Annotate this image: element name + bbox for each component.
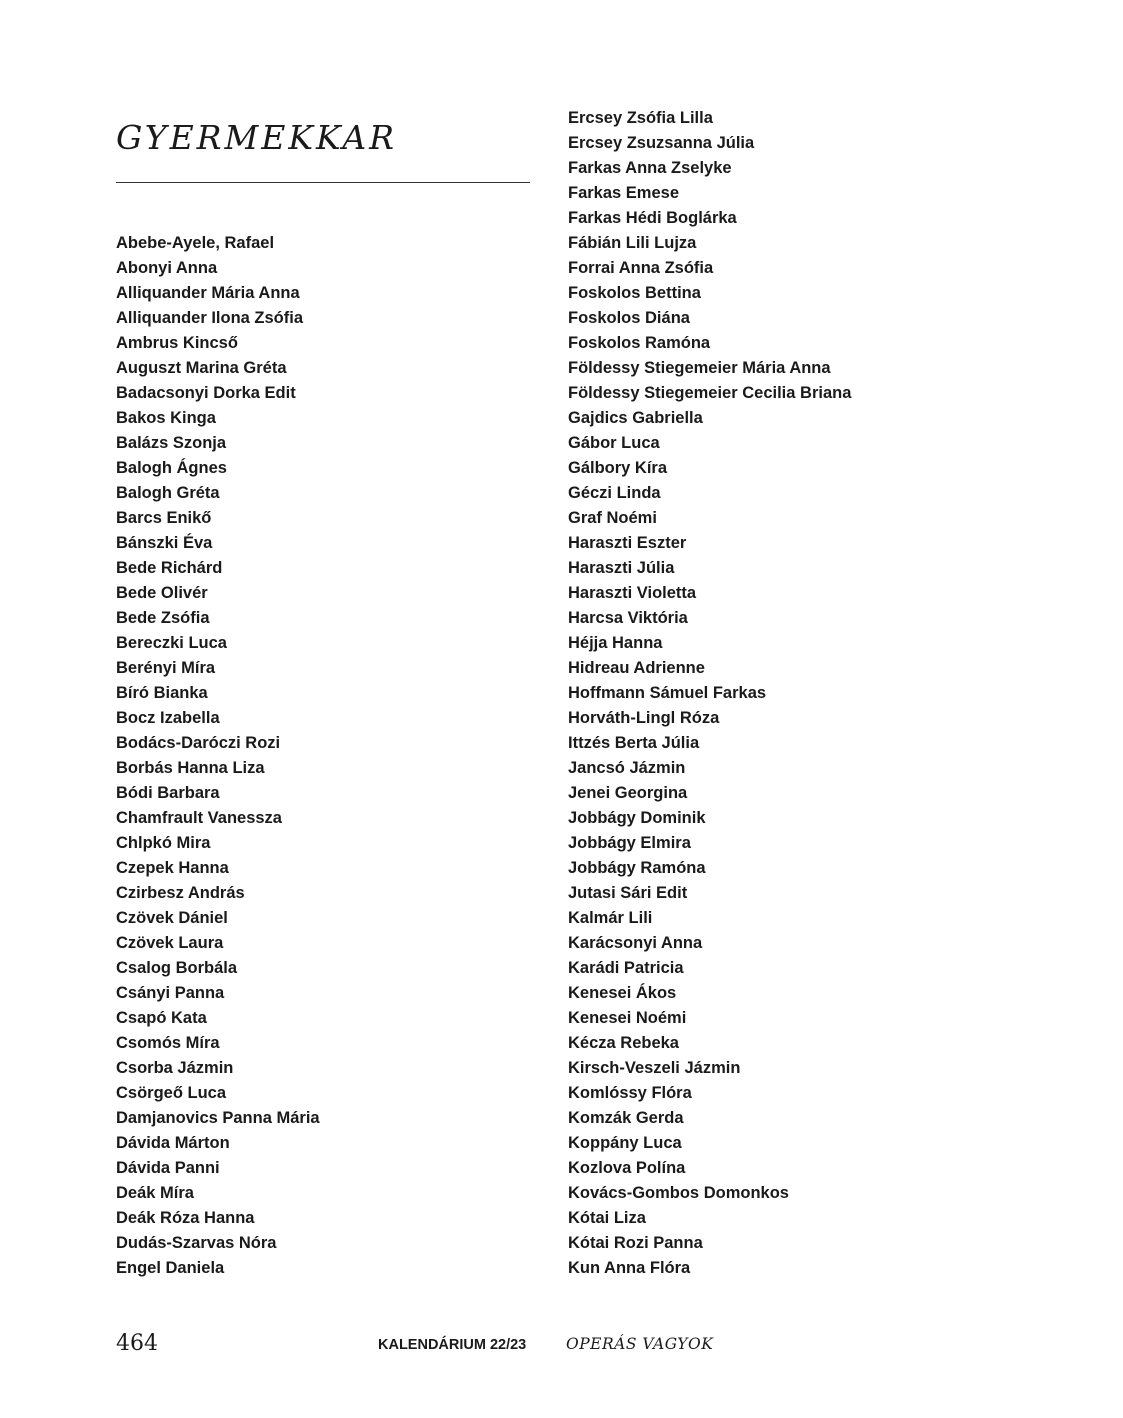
list-item: Alliquander Mária Anna <box>116 284 300 302</box>
list-item: Csörgeő Luca <box>116 1084 227 1102</box>
list-item: Haraszti Violetta <box>568 584 697 602</box>
list-item: Gálbory Kíra <box>568 459 668 477</box>
list-item: Földessy Stiegemeier Mária Anna <box>568 359 831 377</box>
list-item: Bódi Barbara <box>116 784 220 802</box>
list-item: Chamfrault Vanessza <box>116 809 282 827</box>
list-item: Jenei Georgina <box>568 784 688 802</box>
list-item: Bakos Kinga <box>116 409 216 427</box>
list-item: Foskolos Ramóna <box>568 334 711 352</box>
list-item: Czövek Dániel <box>116 909 228 927</box>
list-item: Balogh Ágnes <box>116 459 227 477</box>
list-item: Dávida Panni <box>116 1159 220 1177</box>
list-item: Bocz Izabella <box>116 709 220 727</box>
list-item: Berényi Míra <box>116 659 216 677</box>
list-item: Héjja Hanna <box>568 634 663 652</box>
list-item: Jobbágy Dominik <box>568 809 706 827</box>
section-title: GYERMEKKAR <box>116 118 398 157</box>
list-item: Karádi Patricia <box>568 959 684 977</box>
list-item: Damjanovics Panna Mária <box>116 1109 320 1127</box>
list-item: Auguszt Marina Gréta <box>116 359 287 377</box>
list-item: Fábián Lili Lujza <box>568 234 697 252</box>
list-item: Barcs Enikő <box>116 509 212 527</box>
list-item: Kirsch-Veszeli Jázmin <box>568 1059 741 1077</box>
list-item: Bánszki Éva <box>116 534 213 552</box>
list-item: Alliquander Ilona Zsófia <box>116 309 304 327</box>
list-item: Deák Róza Hanna <box>116 1209 255 1227</box>
list-item: Jobbágy Elmira <box>568 834 691 852</box>
list-item: Kenesei Noémi <box>568 1009 687 1027</box>
list-item: Forrai Anna Zsófia <box>568 259 714 277</box>
list-item: Dávida Márton <box>116 1134 230 1152</box>
list-item: Bíró Bianka <box>116 684 208 702</box>
list-item: Ercsey Zsuzsanna Júlia <box>568 134 755 152</box>
list-item: Kótai Liza <box>568 1209 646 1227</box>
list-item: Kovács-Gombos Domonkos <box>568 1184 789 1202</box>
list-item: Jobbágy Ramóna <box>568 859 706 877</box>
list-item: Chlpkó Mira <box>116 834 211 852</box>
list-item: Balázs Szonja <box>116 434 227 452</box>
list-item: Engel Daniela <box>116 1259 225 1277</box>
list-item: Haraszti Júlia <box>568 559 675 577</box>
list-item: Bede Zsófia <box>116 609 210 627</box>
list-item: Koppány Luca <box>568 1134 682 1152</box>
list-item: Hidreau Adrienne <box>568 659 705 677</box>
list-item: Horváth-Lingl Róza <box>568 709 720 727</box>
list-item: Hoffmann Sámuel Farkas <box>568 684 767 702</box>
section-name: OPERÁS VAGYOK <box>566 1335 714 1353</box>
list-item: Kun Anna Flóra <box>568 1259 691 1277</box>
list-item: Bereczki Luca <box>116 634 227 652</box>
list-item: Bodács-Daróczi Rozi <box>116 734 281 752</box>
list-item: Ittzés Berta Júlia <box>568 734 700 752</box>
list-item: Kalmár Lili <box>568 909 653 927</box>
list-item: Géczi Linda <box>568 484 661 502</box>
list-item: Csalog Borbála <box>116 959 238 977</box>
list-item: Bede Olivér <box>116 584 208 602</box>
publication-title: KALENDÁRIUM 22/23 <box>378 1337 527 1353</box>
list-item: Kécza Rebeka <box>568 1034 679 1052</box>
names-list-right <box>568 106 851 1281</box>
list-item: Farkas Emese <box>568 184 679 202</box>
list-item: Farkas Anna Zselyke <box>568 159 732 177</box>
list-item: Foskolos Bettina <box>568 284 701 302</box>
list-item: Graf Noémi <box>568 509 657 527</box>
list-item: Kótai Rozi Panna <box>568 1234 703 1252</box>
list-item: Deák Míra <box>116 1184 194 1202</box>
list-item: Badacsonyi Dorka Edit <box>116 384 296 402</box>
list-item: Gajdics Gabriella <box>568 409 703 427</box>
list-item: Haraszti Eszter <box>568 534 687 552</box>
list-item: Harcsa Viktória <box>568 609 688 627</box>
list-item: Csomós Míra <box>116 1034 220 1052</box>
list-item: Balogh Gréta <box>116 484 220 502</box>
list-item: Czövek Laura <box>116 934 224 952</box>
list-item: Czirbesz András <box>116 884 245 902</box>
list-item: Gábor Luca <box>568 434 660 452</box>
list-item: Csorba Jázmin <box>116 1059 234 1077</box>
list-item: Csányi Panna <box>116 984 225 1002</box>
list-item: Komlóssy Flóra <box>568 1084 692 1102</box>
list-item: Bede Richárd <box>116 559 223 577</box>
list-item: Kenesei Ákos <box>568 984 677 1002</box>
list-item: Földessy Stiegemeier Cecilia Briana <box>568 384 852 402</box>
list-item: Karácsonyi Anna <box>568 934 703 952</box>
list-item: Komzák Gerda <box>568 1109 684 1127</box>
list-item: Ercsey Zsófia Lilla <box>568 109 713 127</box>
names-list-left <box>116 231 320 1281</box>
list-item: Ambrus Kincső <box>116 334 238 352</box>
list-item: Borbás Hanna Liza <box>116 759 265 777</box>
list-item: Foskolos Diána <box>568 309 690 327</box>
list-item: Dudás-Szarvas Nóra <box>116 1234 277 1252</box>
list-item: Kozlova Polína <box>568 1159 686 1177</box>
list-item: Czepek Hanna <box>116 859 229 877</box>
title-divider <box>116 182 530 183</box>
list-item: Farkas Hédi Boglárka <box>568 209 737 227</box>
list-item: Abonyi Anna <box>116 259 218 277</box>
page-number: 464 <box>116 1331 158 1356</box>
list-item: Jancsó Jázmin <box>568 759 686 777</box>
list-item: Jutasi Sári Edit <box>568 884 688 902</box>
list-item: Abebe-Ayele, Rafael <box>116 234 275 252</box>
list-item: Csapó Kata <box>116 1009 207 1027</box>
